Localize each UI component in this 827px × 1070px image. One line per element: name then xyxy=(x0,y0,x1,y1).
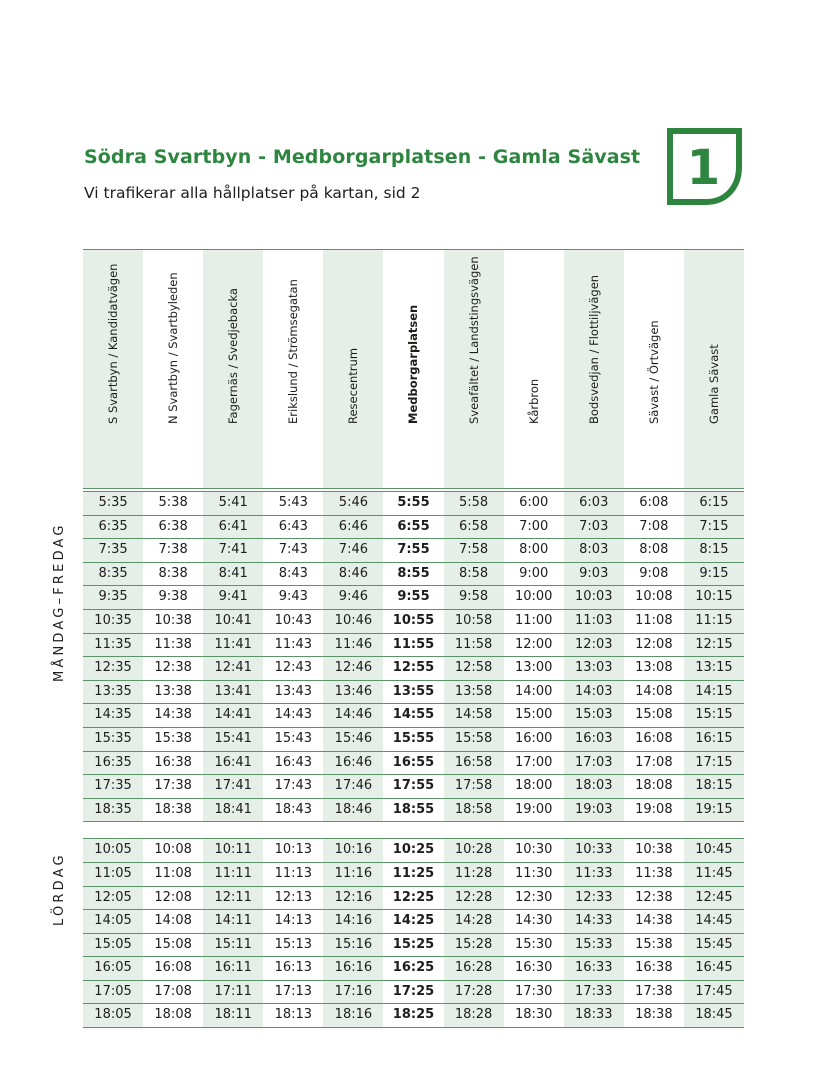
time-cell: 18:46 xyxy=(323,799,383,823)
time-cell: 17:38 xyxy=(624,981,684,1005)
time-cell: 10:35 xyxy=(83,610,143,634)
time-cell: 10:25 xyxy=(383,838,443,863)
time-cell: 11:13 xyxy=(263,863,323,887)
time-cell: 16:30 xyxy=(504,957,564,981)
time-cell: 12:13 xyxy=(263,887,323,911)
time-cell: 12:08 xyxy=(624,634,684,658)
time-cell: 12:16 xyxy=(323,887,383,911)
time-cell: 18:30 xyxy=(504,1004,564,1028)
time-cell: 10:38 xyxy=(624,838,684,863)
time-cell: 14:38 xyxy=(624,910,684,934)
time-cell: 11:46 xyxy=(323,634,383,658)
time-cell: 16:45 xyxy=(684,957,744,981)
time-cell: 16:15 xyxy=(684,728,744,752)
time-cell: 19:15 xyxy=(684,799,744,823)
time-cell: 15:46 xyxy=(323,728,383,752)
time-cell: 10:45 xyxy=(684,838,744,863)
time-cell: 11:33 xyxy=(564,863,624,887)
time-cell: 14:15 xyxy=(684,681,744,705)
time-cell: 12:03 xyxy=(564,634,624,658)
time-cell: 12:05 xyxy=(83,887,143,911)
time-cell: 9:08 xyxy=(624,563,684,587)
time-cell: 14:30 xyxy=(504,910,564,934)
time-cell: 18:43 xyxy=(263,799,323,823)
time-cell: 16:25 xyxy=(383,957,443,981)
time-cell: 14:55 xyxy=(383,704,443,728)
time-cell: 17:13 xyxy=(263,981,323,1005)
time-cell: 12:38 xyxy=(143,657,203,681)
time-cell: 5:43 xyxy=(263,491,323,516)
time-cell: 10:08 xyxy=(143,838,203,863)
time-cell: 16:11 xyxy=(203,957,263,981)
time-cell: 16:08 xyxy=(624,728,684,752)
time-cell: 14:11 xyxy=(203,910,263,934)
time-cell: 12:35 xyxy=(83,657,143,681)
time-cell: 12:25 xyxy=(383,887,443,911)
time-cell: 7:35 xyxy=(83,539,143,563)
stop-header xyxy=(203,249,263,489)
time-cell: 6:46 xyxy=(323,516,383,540)
time-cell: 5:55 xyxy=(383,491,443,516)
time-cell: 8:08 xyxy=(624,539,684,563)
time-cell: 15:41 xyxy=(203,728,263,752)
time-cell: 14:16 xyxy=(323,910,383,934)
time-cell: 15:08 xyxy=(143,934,203,958)
time-cell: 7:43 xyxy=(263,539,323,563)
time-cell: 10:55 xyxy=(383,610,443,634)
weekday-label: MÅNDAG–FREDAG xyxy=(52,522,67,682)
time-cell: 15:15 xyxy=(684,704,744,728)
time-cell: 11:28 xyxy=(444,863,504,887)
time-cell: 11:16 xyxy=(323,863,383,887)
time-cell: 12:43 xyxy=(263,657,323,681)
time-cell: 16:08 xyxy=(143,957,203,981)
time-cell: 14:43 xyxy=(263,704,323,728)
time-cell: 11:00 xyxy=(504,610,564,634)
time-cell: 13:55 xyxy=(383,681,443,705)
time-cell: 16:28 xyxy=(444,957,504,981)
time-cell: 17:05 xyxy=(83,981,143,1005)
stop-name: Fagernäs / Svedjebacka xyxy=(226,288,241,424)
time-cell: 6:43 xyxy=(263,516,323,540)
time-cell: 10:11 xyxy=(203,838,263,863)
time-cell: 17:03 xyxy=(564,752,624,776)
time-cell: 7:03 xyxy=(564,516,624,540)
time-cell: 18:08 xyxy=(624,775,684,799)
time-cell: 12:55 xyxy=(383,657,443,681)
time-cell: 5:41 xyxy=(203,491,263,516)
time-cell: 5:38 xyxy=(143,491,203,516)
stop-header xyxy=(504,249,564,489)
time-cell: 12:46 xyxy=(323,657,383,681)
time-cell: 15:55 xyxy=(383,728,443,752)
time-cell: 18:35 xyxy=(83,799,143,823)
stop-header xyxy=(143,249,203,489)
time-cell: 10:38 xyxy=(143,610,203,634)
time-cell: 12:58 xyxy=(444,657,504,681)
time-cell: 17:16 xyxy=(323,981,383,1005)
time-cell: 15:33 xyxy=(564,934,624,958)
time-cell: 10:03 xyxy=(564,586,624,610)
time-cell: 11:03 xyxy=(564,610,624,634)
time-cell: 9:03 xyxy=(564,563,624,587)
time-cell: 14:00 xyxy=(504,681,564,705)
time-cell: 17:15 xyxy=(684,752,744,776)
time-cell: 7:41 xyxy=(203,539,263,563)
time-cell: 18:15 xyxy=(684,775,744,799)
time-cell: 11:30 xyxy=(504,863,564,887)
time-cell: 7:58 xyxy=(444,539,504,563)
time-cell: 18:41 xyxy=(203,799,263,823)
time-cell: 14:28 xyxy=(444,910,504,934)
time-cell: 8:43 xyxy=(263,563,323,587)
time-cell: 9:15 xyxy=(684,563,744,587)
time-cell: 10:46 xyxy=(323,610,383,634)
time-cell: 10:33 xyxy=(564,838,624,863)
time-cell: 18:08 xyxy=(143,1004,203,1028)
time-cell: 6:58 xyxy=(444,516,504,540)
time-cell: 14:25 xyxy=(383,910,443,934)
time-cell: 14:46 xyxy=(323,704,383,728)
stop-header xyxy=(684,249,744,489)
time-cell: 8:00 xyxy=(504,539,564,563)
time-cell: 13:00 xyxy=(504,657,564,681)
stop-name: S Svartbyn / Kandidatvägen xyxy=(106,263,121,424)
time-cell: 17:08 xyxy=(624,752,684,776)
time-cell: 15:30 xyxy=(504,934,564,958)
stop-name: Erikslund / Strömsegatan xyxy=(286,279,301,424)
time-cell: 18:00 xyxy=(504,775,564,799)
time-cell: 6:55 xyxy=(383,516,443,540)
time-cell: 14:13 xyxy=(263,910,323,934)
time-cell: 16:38 xyxy=(143,752,203,776)
time-cell: 15:58 xyxy=(444,728,504,752)
time-cell: 18:16 xyxy=(323,1004,383,1028)
time-cell: 6:15 xyxy=(684,491,744,516)
time-cell: 8:03 xyxy=(564,539,624,563)
time-cell: 15:45 xyxy=(684,934,744,958)
time-cell: 9:35 xyxy=(83,586,143,610)
time-cell: 10:13 xyxy=(263,838,323,863)
time-cell: 10:58 xyxy=(444,610,504,634)
time-cell: 16:35 xyxy=(83,752,143,776)
timetable xyxy=(83,249,744,1028)
time-cell: 10:00 xyxy=(504,586,564,610)
time-cell: 11:38 xyxy=(143,634,203,658)
time-cell: 16:38 xyxy=(624,957,684,981)
time-cell: 8:46 xyxy=(323,563,383,587)
time-cell: 18:58 xyxy=(444,799,504,823)
time-cell: 13:35 xyxy=(83,681,143,705)
time-cell: 9:00 xyxy=(504,563,564,587)
time-cell: 13:58 xyxy=(444,681,504,705)
time-cell: 18:33 xyxy=(564,1004,624,1028)
time-cell: 18:28 xyxy=(444,1004,504,1028)
time-cell: 11:15 xyxy=(684,610,744,634)
time-cell: 10:43 xyxy=(263,610,323,634)
time-cell: 14:08 xyxy=(624,681,684,705)
time-cell: 17:55 xyxy=(383,775,443,799)
stop-name: Kårbron xyxy=(526,378,541,424)
time-cell: 17:45 xyxy=(684,981,744,1005)
time-cell: 12:33 xyxy=(564,887,624,911)
time-cell: 13:43 xyxy=(263,681,323,705)
time-cell: 12:11 xyxy=(203,887,263,911)
stop-name: Resecentrum xyxy=(346,347,361,424)
time-cell: 15:11 xyxy=(203,934,263,958)
time-cell: 10:28 xyxy=(444,838,504,863)
time-cell: 10:30 xyxy=(504,838,564,863)
time-cell: 17:25 xyxy=(383,981,443,1005)
time-cell: 17:43 xyxy=(263,775,323,799)
time-cell: 13:15 xyxy=(684,657,744,681)
time-cell: 14:03 xyxy=(564,681,624,705)
time-cell: 7:00 xyxy=(504,516,564,540)
time-cell: 18:13 xyxy=(263,1004,323,1028)
time-cell: 13:46 xyxy=(323,681,383,705)
time-cell: 5:46 xyxy=(323,491,383,516)
stop-header xyxy=(83,249,143,489)
time-cell: 18:25 xyxy=(383,1004,443,1028)
time-cell: 15:25 xyxy=(383,934,443,958)
time-cell: 17:30 xyxy=(504,981,564,1005)
time-cell: 10:41 xyxy=(203,610,263,634)
stop-name: Medborgarplatsen xyxy=(406,304,421,424)
time-cell: 8:58 xyxy=(444,563,504,587)
time-cell: 8:38 xyxy=(143,563,203,587)
time-cell: 14:45 xyxy=(684,910,744,934)
time-cell: 15:05 xyxy=(83,934,143,958)
time-cell: 11:08 xyxy=(624,610,684,634)
time-cell: 15:13 xyxy=(263,934,323,958)
time-cell: 6:03 xyxy=(564,491,624,516)
page-subtitle: Vi trafikerar alla hållplatser på kartan, sid 2 xyxy=(84,184,421,202)
time-cell: 17:58 xyxy=(444,775,504,799)
time-cell: 9:58 xyxy=(444,586,504,610)
time-cell: 17:33 xyxy=(564,981,624,1005)
time-cell: 11:45 xyxy=(684,863,744,887)
time-cell: 18:55 xyxy=(383,799,443,823)
time-cell: 11:55 xyxy=(383,634,443,658)
stop-name: Sveafältet / Landstingsvägen xyxy=(466,256,481,424)
time-cell: 5:35 xyxy=(83,491,143,516)
time-cell: 14:58 xyxy=(444,704,504,728)
time-cell: 16:46 xyxy=(323,752,383,776)
stop-header xyxy=(383,249,443,489)
time-cell: 16:16 xyxy=(323,957,383,981)
saturday-label: LÖRDAG xyxy=(52,852,67,926)
time-cell: 8:15 xyxy=(684,539,744,563)
time-cell: 11:43 xyxy=(263,634,323,658)
time-cell: 7:46 xyxy=(323,539,383,563)
time-cell: 6:41 xyxy=(203,516,263,540)
time-cell: 15:16 xyxy=(323,934,383,958)
time-cell: 11:38 xyxy=(624,863,684,887)
time-cell: 12:08 xyxy=(143,887,203,911)
time-cell: 8:41 xyxy=(203,563,263,587)
time-cell: 16:13 xyxy=(263,957,323,981)
time-cell: 10:16 xyxy=(323,838,383,863)
stop-name: Bodsvedjan / Flottiljvägen xyxy=(586,274,601,424)
time-cell: 13:08 xyxy=(624,657,684,681)
time-cell: 10:08 xyxy=(624,586,684,610)
time-cell: 10:05 xyxy=(83,838,143,863)
time-cell: 16:58 xyxy=(444,752,504,776)
time-cell: 18:38 xyxy=(624,1004,684,1028)
time-cell: 11:58 xyxy=(444,634,504,658)
time-cell: 15:08 xyxy=(624,704,684,728)
time-cell: 6:08 xyxy=(624,491,684,516)
time-cell: 17:46 xyxy=(323,775,383,799)
time-cell: 16:00 xyxy=(504,728,564,752)
time-cell: 8:35 xyxy=(83,563,143,587)
time-cell: 18:05 xyxy=(83,1004,143,1028)
time-cell: 18:45 xyxy=(684,1004,744,1028)
time-cell: 12:00 xyxy=(504,634,564,658)
time-cell: 13:03 xyxy=(564,657,624,681)
time-cell: 11:11 xyxy=(203,863,263,887)
time-cell: 14:38 xyxy=(143,704,203,728)
time-cell: 18:11 xyxy=(203,1004,263,1028)
time-cell: 12:28 xyxy=(444,887,504,911)
stop-name: Gamla Sävast xyxy=(706,344,721,424)
time-cell: 13:41 xyxy=(203,681,263,705)
time-cell: 9:38 xyxy=(143,586,203,610)
time-cell: 17:38 xyxy=(143,775,203,799)
stop-name: Sävast / Örtvägen xyxy=(646,320,661,424)
time-cell: 7:55 xyxy=(383,539,443,563)
time-cell: 8:55 xyxy=(383,563,443,587)
time-cell: 9:41 xyxy=(203,586,263,610)
time-cell: 10:15 xyxy=(684,586,744,610)
time-cell: 11:08 xyxy=(143,863,203,887)
time-cell: 12:41 xyxy=(203,657,263,681)
time-cell: 16:33 xyxy=(564,957,624,981)
time-cell: 16:03 xyxy=(564,728,624,752)
time-cell: 7:38 xyxy=(143,539,203,563)
time-cell: 14:05 xyxy=(83,910,143,934)
time-cell: 17:08 xyxy=(143,981,203,1005)
time-cell: 19:00 xyxy=(504,799,564,823)
time-cell: 19:03 xyxy=(564,799,624,823)
time-cell: 14:41 xyxy=(203,704,263,728)
time-cell: 6:00 xyxy=(504,491,564,516)
time-cell: 11:35 xyxy=(83,634,143,658)
stop-header xyxy=(263,249,323,489)
time-cell: 17:28 xyxy=(444,981,504,1005)
time-cell: 14:35 xyxy=(83,704,143,728)
time-cell: 9:43 xyxy=(263,586,323,610)
time-cell: 12:45 xyxy=(684,887,744,911)
time-cell: 12:15 xyxy=(684,634,744,658)
time-cell: 6:35 xyxy=(83,516,143,540)
time-cell: 9:55 xyxy=(383,586,443,610)
time-cell: 16:05 xyxy=(83,957,143,981)
page-title: Södra Svartbyn - Medborgarplatsen - Gamla Sävast xyxy=(84,146,641,168)
time-cell: 16:41 xyxy=(203,752,263,776)
stop-name: N Svartbyn / Svartbyleden xyxy=(166,272,181,424)
time-cell: 11:25 xyxy=(383,863,443,887)
time-cell: 11:41 xyxy=(203,634,263,658)
time-cell: 15:00 xyxy=(504,704,564,728)
stop-header xyxy=(323,249,383,489)
time-cell: 11:05 xyxy=(83,863,143,887)
stop-header xyxy=(624,249,684,489)
time-cell: 6:38 xyxy=(143,516,203,540)
time-cell: 5:58 xyxy=(444,491,504,516)
time-cell: 19:08 xyxy=(624,799,684,823)
time-cell: 15:38 xyxy=(624,934,684,958)
time-cell: 9:46 xyxy=(323,586,383,610)
time-cell: 16:55 xyxy=(383,752,443,776)
time-cell: 14:08 xyxy=(143,910,203,934)
time-cell: 7:15 xyxy=(684,516,744,540)
time-cell: 14:33 xyxy=(564,910,624,934)
section-gap xyxy=(83,822,744,838)
time-cell: 12:38 xyxy=(624,887,684,911)
time-cell: 15:43 xyxy=(263,728,323,752)
time-cell: 17:41 xyxy=(203,775,263,799)
time-cell: 13:38 xyxy=(143,681,203,705)
time-cell: 15:03 xyxy=(564,704,624,728)
time-cell: 17:00 xyxy=(504,752,564,776)
time-cell: 15:28 xyxy=(444,934,504,958)
time-cell: 15:35 xyxy=(83,728,143,752)
time-cell: 12:30 xyxy=(504,887,564,911)
time-cell: 17:11 xyxy=(203,981,263,1005)
time-cell: 17:35 xyxy=(83,775,143,799)
time-cell: 7:08 xyxy=(624,516,684,540)
line-number: 1 xyxy=(686,140,721,196)
stop-header xyxy=(444,249,504,489)
time-cell: 18:38 xyxy=(143,799,203,823)
time-cell: 15:38 xyxy=(143,728,203,752)
time-cell: 18:03 xyxy=(564,775,624,799)
time-cell: 16:43 xyxy=(263,752,323,776)
stop-header xyxy=(564,249,624,489)
